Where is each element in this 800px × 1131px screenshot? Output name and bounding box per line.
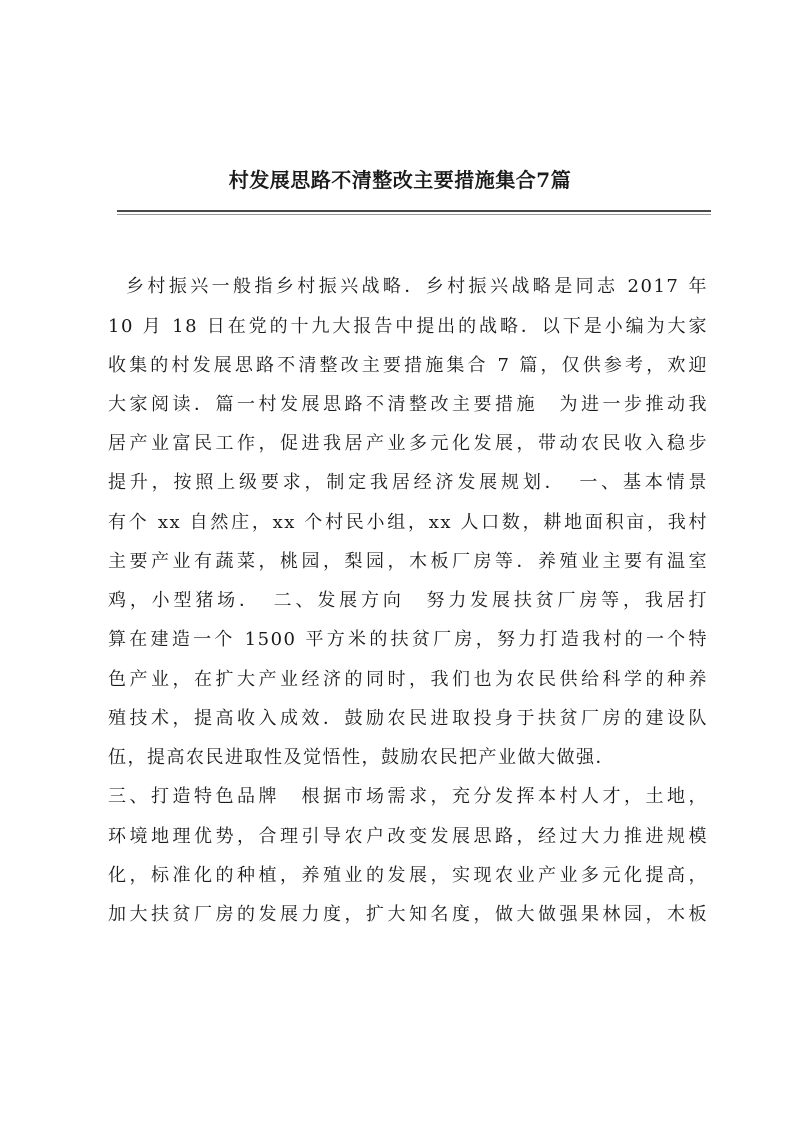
- body-line: 主要产业有蔬菜，桃园，梨园，木板厂房等．养殖业主要有温室: [108, 551, 708, 572]
- body-line: 算在建造一个 1500 平方米的扶贫厂房，努力打造我村的一个特: [108, 629, 708, 650]
- title-divider-thick: [117, 210, 711, 212]
- body-line: 环境地理优势，合理引导农户改变发展思路，经过大力推进规模: [108, 826, 708, 847]
- body-line: 大家阅读．篇一村发展思路不清整改主要措施 为进一步推动我: [108, 394, 708, 415]
- body-line: 色产业，在扩大产业经济的同时，我们也为农民供给科学的种养: [108, 669, 708, 690]
- body-line: 伍，提高农民进取性及觉悟性，鼓励农民把产业做大做强．: [108, 747, 615, 768]
- body-line: 乡村振兴一般指乡村振兴战略．乡村振兴战略是同志 2017 年: [126, 276, 708, 297]
- document-title: 村发展思路不清整改主要措施集合7篇: [228, 168, 572, 192]
- body-line: 提升，按照上级要求，制定我居经济发展规划． 一、基本情景: [108, 472, 708, 493]
- body-line: 殖技术，提高收入成效．鼓励农民进取投身于扶贫厂房的建设队: [108, 708, 708, 729]
- body-line: 鸡，小型猪场． 二、发展方向 努力发展扶贫厂房等，我居打: [108, 590, 708, 611]
- body-line: 加大扶贫厂房的发展力度，扩大知名度，做大做强果林园，木板: [108, 904, 708, 925]
- body-line: 三、打造特色品牌 根据市场需求，充分发挥本村人才，土地，: [108, 786, 708, 807]
- body-line: 有个 xx 自然庄，xx 个村民小组，xx 人口数，耕地面积亩，我村: [108, 512, 708, 533]
- body-line: 收集的村发展思路不清整改主要措施集合 7 篇，仅供参考，欢迎: [108, 355, 708, 376]
- title-divider-thin: [117, 214, 711, 215]
- body-line: 化，标准化的种植，养殖业的发展，实现农业产业多元化提高，: [108, 865, 708, 886]
- body-line: 居产业富民工作，促进我居产业多元化发展，带动农民收入稳步: [108, 433, 708, 454]
- body-line: 10 月 18 日在党的十九大报告中提出的战略．以下是小编为大家: [108, 316, 708, 337]
